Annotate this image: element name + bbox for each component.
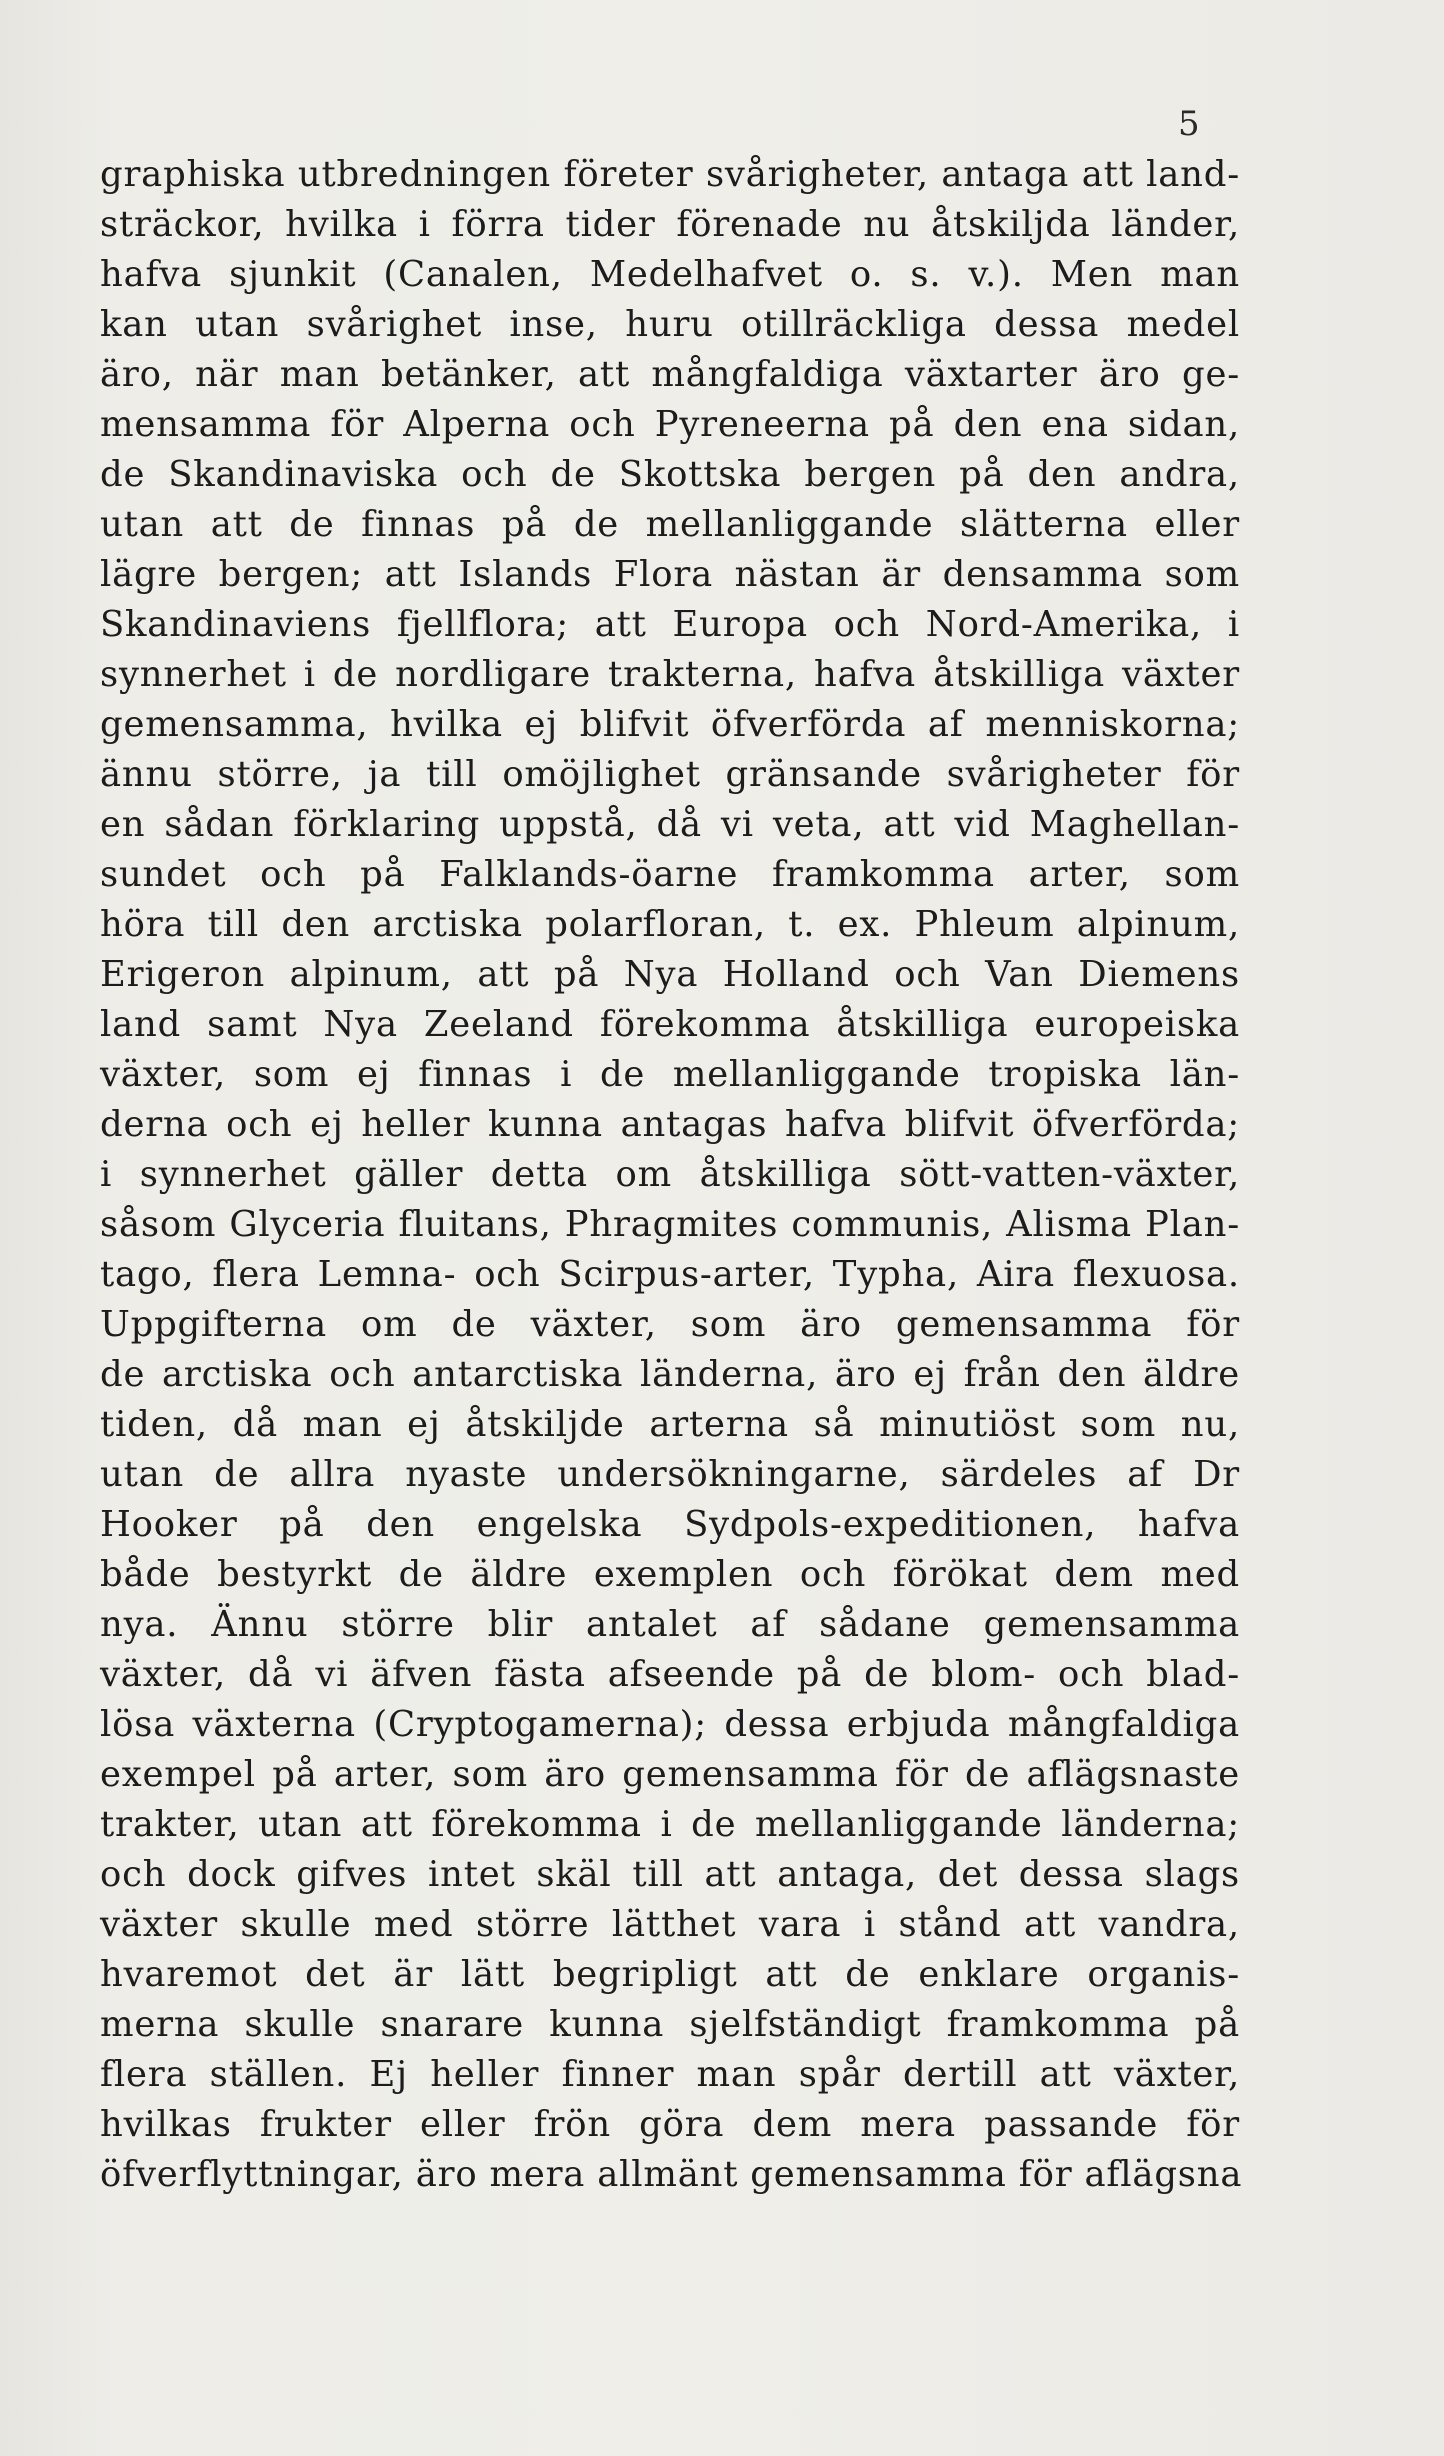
text-line: lägre bergen; att Islands Flora nästan är densamma som xyxy=(100,554,1240,595)
text-line: äro, när man betänker, att mångfaldiga växtarter äro ge- xyxy=(100,354,1240,395)
text-line: gemensamma, hvilka ej blifvit öfverförda af menniskorna; xyxy=(100,704,1240,745)
text-line: utan de allra nyaste undersökningarne, särdeles af Dr xyxy=(100,1454,1240,1495)
text-line: utan att de finnas på de mellanliggande slätterna eller xyxy=(100,504,1240,545)
text-line: Erigeron alpinum, att på Nya Holland och Van Diemens xyxy=(100,954,1240,995)
text-line: sundet och på Falklands-öarne framkomma arter, som xyxy=(100,854,1240,895)
text-line: Hooker på den engelska Sydpols-expeditionen, hafva xyxy=(100,1504,1240,1545)
text-line: växter, som ej finnas i de mellanliggande tropiska län- xyxy=(100,1054,1240,1095)
page-number: 5 xyxy=(1178,104,1200,144)
text-line: både bestyrkt de äldre exemplen och förökat dem med xyxy=(100,1554,1240,1595)
text-line: merna skulle snarare kunna sjelfständigt framkomma på xyxy=(100,2004,1240,2045)
text-line: de Skandinaviska och de Skottska bergen på den andra, xyxy=(100,454,1240,495)
text-line: exempel på arter, som äro gemensamma för de aflägsnaste xyxy=(100,1754,1240,1795)
text-line: de arctiska och antarctiska länderna, äro ej från den äldre xyxy=(100,1354,1240,1395)
text-line: synnerhet i de nordligare trakterna, hafva åtskilliga växter xyxy=(100,654,1240,695)
text-line: kan utan svårighet inse, huru otillräckliga dessa medel xyxy=(100,304,1240,345)
text-line: tiden, då man ej åtskiljde arterna så minutiöst som nu, xyxy=(100,1404,1240,1445)
text-line: öfverflyttningar, äro mera allmänt gemensamma för aflägsna xyxy=(100,2154,1243,2195)
text-line: såsom Glyceria fluitans, Phragmites communis, Alisma Plan- xyxy=(100,1204,1240,1245)
text-line: Skandinaviens fjellflora; att Europa och Nord-Amerika, i xyxy=(100,604,1240,645)
text-line: graphiska utbredningen företer svårigheter, antaga att land- xyxy=(100,154,1240,195)
text-line: mensamma för Alperna och Pyreneerna på den ena sidan, xyxy=(100,404,1240,445)
text-line: hafva sjunkit (Canalen, Medelhafvet o. s. v.). Men man xyxy=(100,254,1240,295)
text-line: höra till den arctiska polarfloran, t. ex. Phleum alpinum, xyxy=(100,904,1240,945)
text-line: växter, då vi äfven fästa afseende på de blom- och blad- xyxy=(100,1654,1240,1695)
text-line: derna och ej heller kunna antagas hafva blifvit öfverförda; xyxy=(100,1104,1240,1145)
text-line: flera ställen. Ej heller finner man spår dertill att växter, xyxy=(100,2054,1240,2095)
text-line: ännu större, ja till omöjlighet gränsande svårigheter för xyxy=(100,754,1240,795)
text-line: Uppgifterna om de växter, som äro gemensamma för xyxy=(100,1304,1240,1345)
text-line: land samt Nya Zeeland förekomma åtskilliga europeiska xyxy=(100,1004,1240,1045)
text-line: nya. Ännu större blir antalet af sådane gemensamma xyxy=(100,1604,1240,1645)
text-line: i synnerhet gäller detta om åtskilliga sött-vatten-växter, xyxy=(100,1154,1240,1195)
text-line: tago, flera Lemna- och Scirpus-arter, Typha, Aira flexuosa. xyxy=(100,1254,1240,1295)
text-line: trakter, utan att förekomma i de mellanliggande länderna; xyxy=(100,1804,1240,1845)
text-line: och dock gifves intet skäl till att antaga, det dessa slags xyxy=(100,1854,1240,1895)
text-line: hvilkas frukter eller frön göra dem mera passande för xyxy=(100,2104,1240,2145)
text-line: lösa växterna (Cryptogamerna); dessa erbjuda mångfaldiga xyxy=(100,1704,1240,1745)
text-line: en sådan förklaring uppstå, då vi veta, att vid Maghellan- xyxy=(100,804,1240,845)
text-line: hvaremot det är lätt begripligt att de enklare organis- xyxy=(100,1954,1240,1995)
body-text xyxy=(100,150,1243,2200)
text-line: sträckor, hvilka i förra tider förenade nu åtskiljda länder, xyxy=(100,204,1240,245)
text-line: växter skulle med större lätthet vara i stånd att vandra, xyxy=(100,1904,1240,1945)
